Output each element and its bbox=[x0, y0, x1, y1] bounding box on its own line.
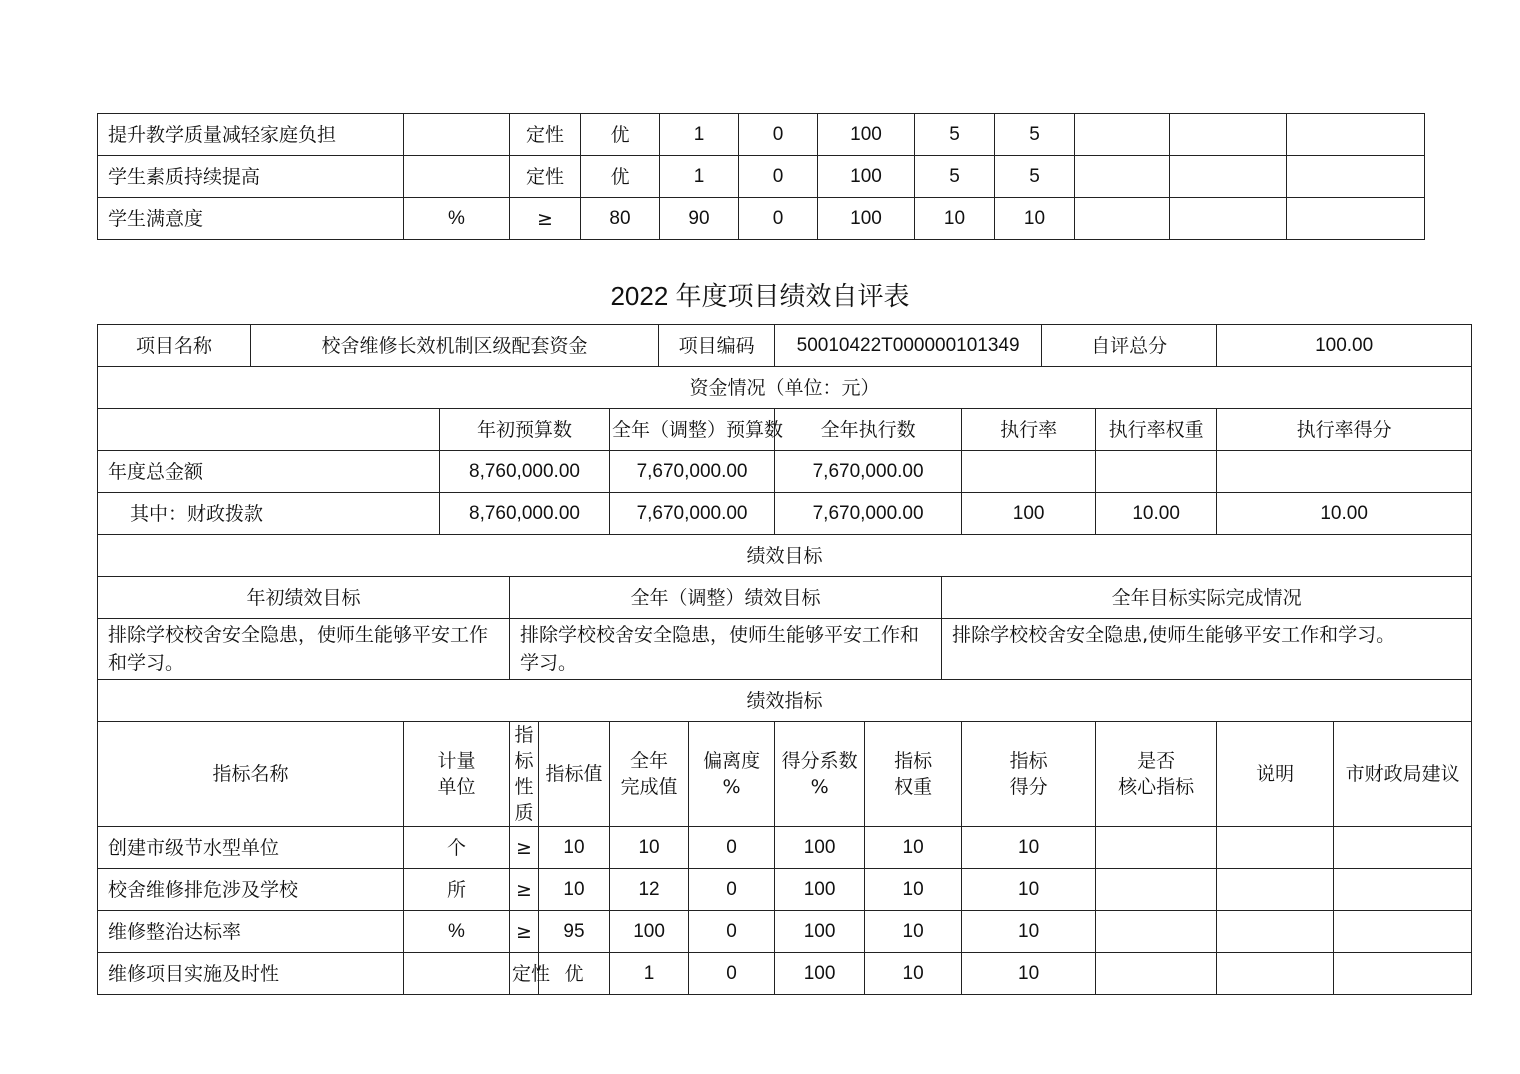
indicator-note bbox=[1217, 953, 1334, 995]
ind-header-core: 是否 核心指标 bbox=[1096, 722, 1217, 827]
indicator-advice bbox=[1287, 114, 1425, 156]
funds-score bbox=[1217, 451, 1472, 493]
ind-header-target: 指标值 bbox=[539, 722, 610, 827]
funds-adjusted: 7,670,000.00 bbox=[610, 493, 775, 535]
indicator-score: 10 bbox=[962, 827, 1096, 869]
indicator-unit bbox=[404, 156, 510, 198]
indicator-nature: ≥ bbox=[510, 827, 539, 869]
indicator-row bbox=[98, 198, 1425, 240]
ind-header-unit: 计量 单位 bbox=[404, 722, 510, 827]
indicator-unit: 所 bbox=[404, 869, 510, 911]
funds-row-label: 年度总金额 bbox=[98, 451, 440, 493]
indicator-name: 创建市级节水型单位 bbox=[98, 827, 404, 869]
indicator-coef: 100 bbox=[818, 156, 915, 198]
indicator-advice bbox=[1334, 869, 1472, 911]
indicator-core bbox=[1096, 953, 1217, 995]
ind-header-actual: 全年 完成值 bbox=[610, 722, 689, 827]
funds-adjusted: 7,670,000.00 bbox=[610, 451, 775, 493]
indicator-row bbox=[98, 114, 1425, 156]
indicator-core bbox=[1075, 156, 1170, 198]
funds-header-weight: 执行率权重 bbox=[1096, 409, 1217, 451]
indicator-weight: 5 bbox=[915, 114, 995, 156]
indicator-advice bbox=[1334, 911, 1472, 953]
indicator-coef: 100 bbox=[775, 953, 865, 995]
indicator-actual: 1 bbox=[660, 156, 739, 198]
performance-self-evaluation-table bbox=[97, 324, 1472, 995]
ind-header-score: 指标 得分 bbox=[962, 722, 1096, 827]
self-score-label: 自评总分 bbox=[1042, 325, 1217, 367]
indicator-row bbox=[98, 953, 1472, 995]
ind-header-name: 指标名称 bbox=[98, 722, 404, 827]
indicator-core bbox=[1096, 827, 1217, 869]
indicator-actual: 1 bbox=[660, 114, 739, 156]
indicator-advice bbox=[1287, 198, 1425, 240]
funds-executed: 7,670,000.00 bbox=[775, 451, 962, 493]
funds-weight: 10.00 bbox=[1096, 493, 1217, 535]
indicator-advice bbox=[1334, 953, 1472, 995]
indicator-unit: % bbox=[404, 198, 510, 240]
indicator-advice bbox=[1287, 156, 1425, 198]
goal-header-actual: 全年目标实际完成情况 bbox=[942, 577, 1472, 619]
indicator-core bbox=[1075, 114, 1170, 156]
indicator-weight: 10 bbox=[915, 198, 995, 240]
indicators-section-title: 绩效指标 bbox=[98, 680, 1472, 722]
indicator-coef: 100 bbox=[818, 198, 915, 240]
indicator-deviation: 0 bbox=[689, 827, 775, 869]
indicator-note bbox=[1217, 911, 1334, 953]
indicator-row bbox=[98, 156, 1425, 198]
indicator-deviation: 0 bbox=[739, 114, 818, 156]
goal-actual: 排除学校校舍安全隐患,使师生能够平安工作和学习。 bbox=[942, 619, 1472, 680]
indicator-note bbox=[1217, 869, 1334, 911]
indicator-score: 10 bbox=[962, 953, 1096, 995]
indicator-unit: % bbox=[404, 911, 510, 953]
indicator-target: 10 bbox=[539, 827, 610, 869]
funds-header-executed: 全年执行数 bbox=[775, 409, 962, 451]
indicator-nature: 定性 bbox=[510, 156, 581, 198]
indicators-header-row bbox=[98, 722, 1472, 827]
ind-header-note: 说明 bbox=[1217, 722, 1334, 827]
indicator-coef: 100 bbox=[775, 869, 865, 911]
indicator-note bbox=[1170, 156, 1287, 198]
project-info-row bbox=[98, 325, 1472, 367]
indicator-score: 5 bbox=[995, 114, 1075, 156]
project-code-value: 50010422T000000101349 bbox=[775, 325, 1042, 367]
funds-header-initial: 年初预算数 bbox=[440, 409, 610, 451]
indicator-weight: 10 bbox=[865, 953, 962, 995]
self-score-value: 100.00 bbox=[1217, 325, 1472, 367]
indicator-actual: 1 bbox=[610, 953, 689, 995]
indicator-deviation: 0 bbox=[739, 198, 818, 240]
ind-header-advice: 市财政局建议 bbox=[1334, 722, 1472, 827]
indicator-coef: 100 bbox=[818, 114, 915, 156]
indicator-note bbox=[1170, 114, 1287, 156]
ind-header-nature: 指标 性质 bbox=[510, 722, 539, 827]
continued-indicator-table bbox=[97, 113, 1425, 240]
indicator-coef: 100 bbox=[775, 827, 865, 869]
indicator-weight: 10 bbox=[865, 869, 962, 911]
funds-header-row bbox=[98, 409, 1472, 451]
indicator-unit bbox=[404, 114, 510, 156]
funds-rate: 100 bbox=[962, 493, 1096, 535]
indicator-actual: 100 bbox=[610, 911, 689, 953]
indicator-row bbox=[98, 911, 1472, 953]
indicator-nature: ≥ bbox=[510, 911, 539, 953]
indicator-target: 10 bbox=[539, 869, 610, 911]
project-name-value: 校舍维修长效机制区级配套资金 bbox=[251, 325, 659, 367]
funds-weight bbox=[1096, 451, 1217, 493]
indicator-unit bbox=[404, 953, 510, 995]
indicator-coef: 100 bbox=[775, 911, 865, 953]
funds-header-adjusted: 全年（调整）预算数 bbox=[610, 409, 775, 451]
project-code-label: 项目编码 bbox=[659, 325, 775, 367]
project-name-label: 项目名称 bbox=[98, 325, 251, 367]
funds-row-total bbox=[98, 451, 1472, 493]
indicator-core bbox=[1096, 869, 1217, 911]
funds-executed: 7,670,000.00 bbox=[775, 493, 962, 535]
funds-section-title: 资金情况（单位：元） bbox=[98, 367, 1472, 409]
indicator-target: 优 bbox=[539, 953, 610, 995]
indicator-nature: ≥ bbox=[510, 869, 539, 911]
page-title: 2022 年度项目绩效自评表 bbox=[610, 281, 910, 311]
goals-header-row bbox=[98, 577, 1472, 619]
indicator-target: 优 bbox=[581, 114, 660, 156]
indicator-score: 10 bbox=[995, 198, 1075, 240]
indicator-weight: 10 bbox=[865, 827, 962, 869]
indicator-deviation: 0 bbox=[739, 156, 818, 198]
ind-header-deviation: 偏离度 % bbox=[689, 722, 775, 827]
goal-header-adjusted: 全年（调整）绩效目标 bbox=[510, 577, 942, 619]
goal-adjusted: 排除学校校舍安全隐患，使师生能够平安工作和学习。 bbox=[510, 619, 942, 680]
indicator-target: 优 bbox=[581, 156, 660, 198]
indicator-name: 学生素质持续提高 bbox=[98, 156, 404, 198]
indicator-nature: ≥ bbox=[510, 198, 581, 240]
indicator-unit: 个 bbox=[404, 827, 510, 869]
goal-initial: 排除学校校舍安全隐患，使师生能够平安工作和学习。 bbox=[98, 619, 510, 680]
indicator-nature: 定性 bbox=[510, 114, 581, 156]
indicator-score: 10 bbox=[962, 911, 1096, 953]
indicator-note bbox=[1217, 827, 1334, 869]
indicator-weight: 10 bbox=[865, 911, 962, 953]
goals-value-row bbox=[98, 619, 1472, 680]
indicator-score: 10 bbox=[962, 869, 1096, 911]
indicator-actual: 90 bbox=[660, 198, 739, 240]
funds-row-label: 其中：财政拨款 bbox=[98, 493, 440, 535]
funds-header-rate: 执行率 bbox=[962, 409, 1096, 451]
indicator-advice bbox=[1334, 827, 1472, 869]
indicator-target: 80 bbox=[581, 198, 660, 240]
indicator-name: 维修项目实施及时性 bbox=[98, 953, 404, 995]
indicator-core bbox=[1096, 911, 1217, 953]
indicator-target: 95 bbox=[539, 911, 610, 953]
indicator-name: 提升教学质量减轻家庭负担 bbox=[98, 114, 404, 156]
indicator-nature: 定性 bbox=[510, 953, 539, 995]
indicator-core bbox=[1075, 198, 1170, 240]
funds-initial: 8,760,000.00 bbox=[440, 493, 610, 535]
indicator-name: 校舍维修排危涉及学校 bbox=[98, 869, 404, 911]
indicator-actual: 12 bbox=[610, 869, 689, 911]
ind-header-coef: 得分系数 % bbox=[775, 722, 865, 827]
indicator-weight: 5 bbox=[915, 156, 995, 198]
goals-section-title: 绩效目标 bbox=[98, 535, 1472, 577]
funds-row-fiscal bbox=[98, 493, 1472, 535]
funds-header-score: 执行率得分 bbox=[1217, 409, 1472, 451]
indicator-name: 学生满意度 bbox=[98, 198, 404, 240]
indicator-deviation: 0 bbox=[689, 911, 775, 953]
indicator-score: 5 bbox=[995, 156, 1075, 198]
funds-header-blank bbox=[98, 409, 440, 451]
ind-header-weight: 指标 权重 bbox=[865, 722, 962, 827]
funds-rate bbox=[962, 451, 1096, 493]
indicator-name: 维修整治达标率 bbox=[98, 911, 404, 953]
indicator-deviation: 0 bbox=[689, 953, 775, 995]
funds-initial: 8,760,000.00 bbox=[440, 451, 610, 493]
goal-header-initial: 年初绩效目标 bbox=[98, 577, 510, 619]
indicator-row bbox=[98, 827, 1472, 869]
indicator-row bbox=[98, 869, 1472, 911]
indicator-note bbox=[1170, 198, 1287, 240]
funds-score: 10.00 bbox=[1217, 493, 1472, 535]
indicator-deviation: 0 bbox=[689, 869, 775, 911]
indicator-actual: 10 bbox=[610, 827, 689, 869]
